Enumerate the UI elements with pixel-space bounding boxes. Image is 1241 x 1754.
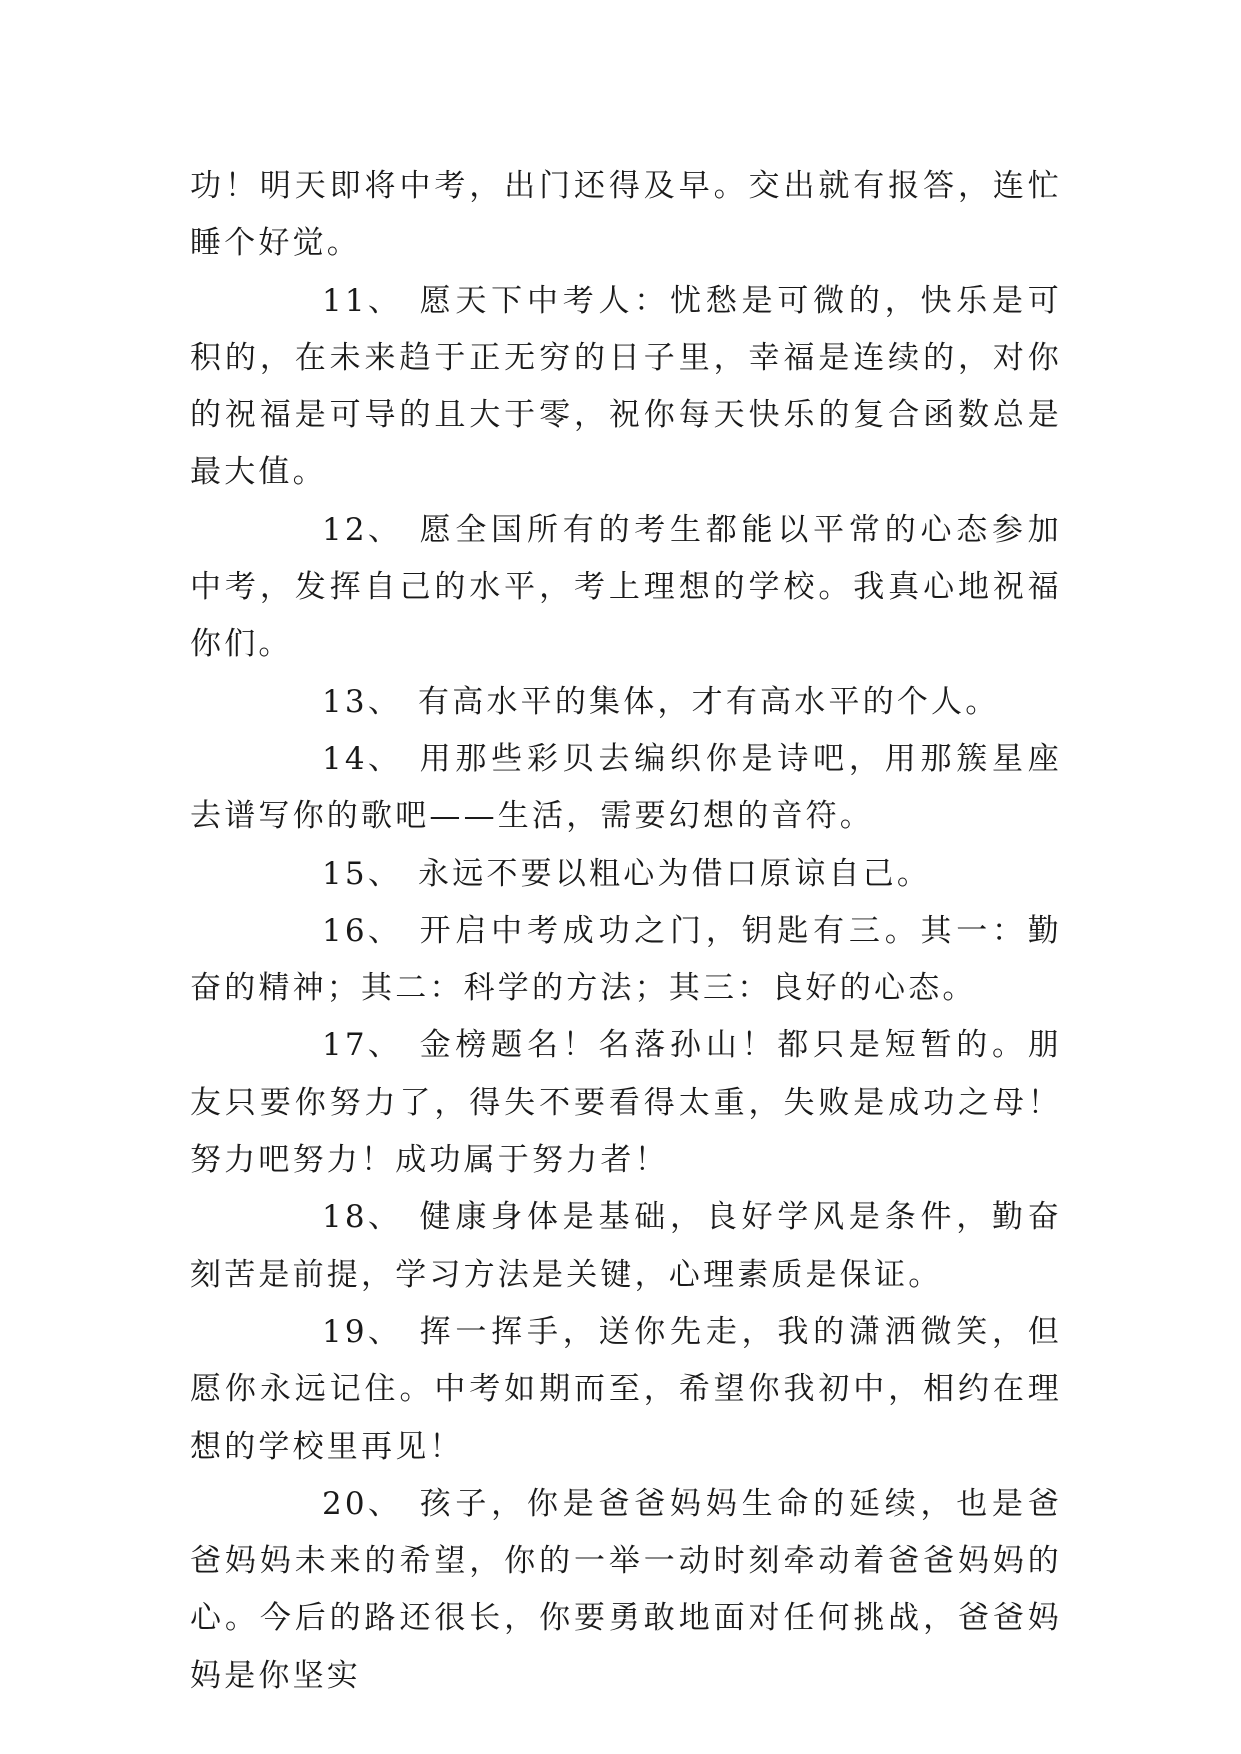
item-text: 开启中考成功之门，钥匙有三。其一：勤奋的精神；其二：科学的方法；其三：良好的心态。 bbox=[190, 912, 1062, 1007]
document-body bbox=[190, 158, 1062, 1705]
item-number: 18、 bbox=[322, 1199, 403, 1236]
list-item-20 bbox=[190, 1476, 1062, 1705]
list-item-13 bbox=[190, 674, 1062, 731]
item-text: 愿天下中考人：忧愁是可微的，快乐是可积的，在未来趋于正无穷的日子里，幸福是连续的，对你的祝福是可导的且大于零，祝你每天快乐的复合函数总是最大值。 bbox=[190, 282, 1062, 491]
item-number: 11、 bbox=[322, 282, 403, 319]
item-number: 16、 bbox=[322, 912, 403, 949]
list-item-19 bbox=[190, 1304, 1062, 1476]
item-number: 17、 bbox=[322, 1027, 403, 1064]
item-text: 金榜题名！名落孙山！都只是短暂的。朋友只要你努力了，得失不要看得太重，失败是成功之母！努力吧努力！成功属于努力者！ bbox=[190, 1027, 1062, 1179]
item-number: 20、 bbox=[322, 1485, 403, 1522]
list-item-14 bbox=[190, 731, 1062, 846]
item-number: 12、 bbox=[322, 511, 403, 548]
list-item-18 bbox=[190, 1189, 1062, 1304]
list-item-15 bbox=[190, 846, 1062, 903]
item-text: 用那些彩贝去编织你是诗吧，用那簇星座去谱写你的歌吧——生活，需要幻想的音符。 bbox=[190, 740, 1062, 835]
list-item-12 bbox=[190, 502, 1062, 674]
item-number: 19、 bbox=[322, 1313, 403, 1350]
item-text: 永远不要以粗心为借口原谅自己。 bbox=[418, 855, 932, 892]
item-number: 13、 bbox=[322, 683, 403, 720]
lead-paragraph: 功！明天即将中考，出门还得及早。交出就有报答，连忙睡个好觉。 bbox=[190, 168, 1062, 262]
item-text: 有高水平的集体，才有高水平的个人。 bbox=[418, 683, 1000, 720]
list-item-17 bbox=[190, 1017, 1062, 1189]
item-text: 健康身体是基础，良好学风是条件，勤奋刻苦是前提，学习方法是关键，心理素质是保证。 bbox=[190, 1199, 1062, 1293]
item-text: 愿全国所有的考生都能以平常的心态参加中考，发挥自己的水平，考上理想的学校。我真心地祝福你们。 bbox=[190, 511, 1062, 663]
item-number: 15、 bbox=[322, 855, 403, 892]
item-number: 14、 bbox=[322, 740, 403, 777]
list-item-16 bbox=[190, 903, 1062, 1018]
list-item-11 bbox=[190, 273, 1062, 502]
item-text: 孩子，你是爸爸妈妈生命的延续，也是爸爸妈妈未来的希望，你的一举一动时刻牵动着爸爸妈妈的心。今后的路还很长，你要勇敢地面对任何挑战，爸爸妈妈是你坚实 bbox=[190, 1485, 1062, 1694]
item-text: 挥一挥手，送你先走，我的潇洒微笑，但愿你永远记住。中考如期而至，希望你我初中，相约在理想的学校里再见！ bbox=[190, 1313, 1062, 1465]
